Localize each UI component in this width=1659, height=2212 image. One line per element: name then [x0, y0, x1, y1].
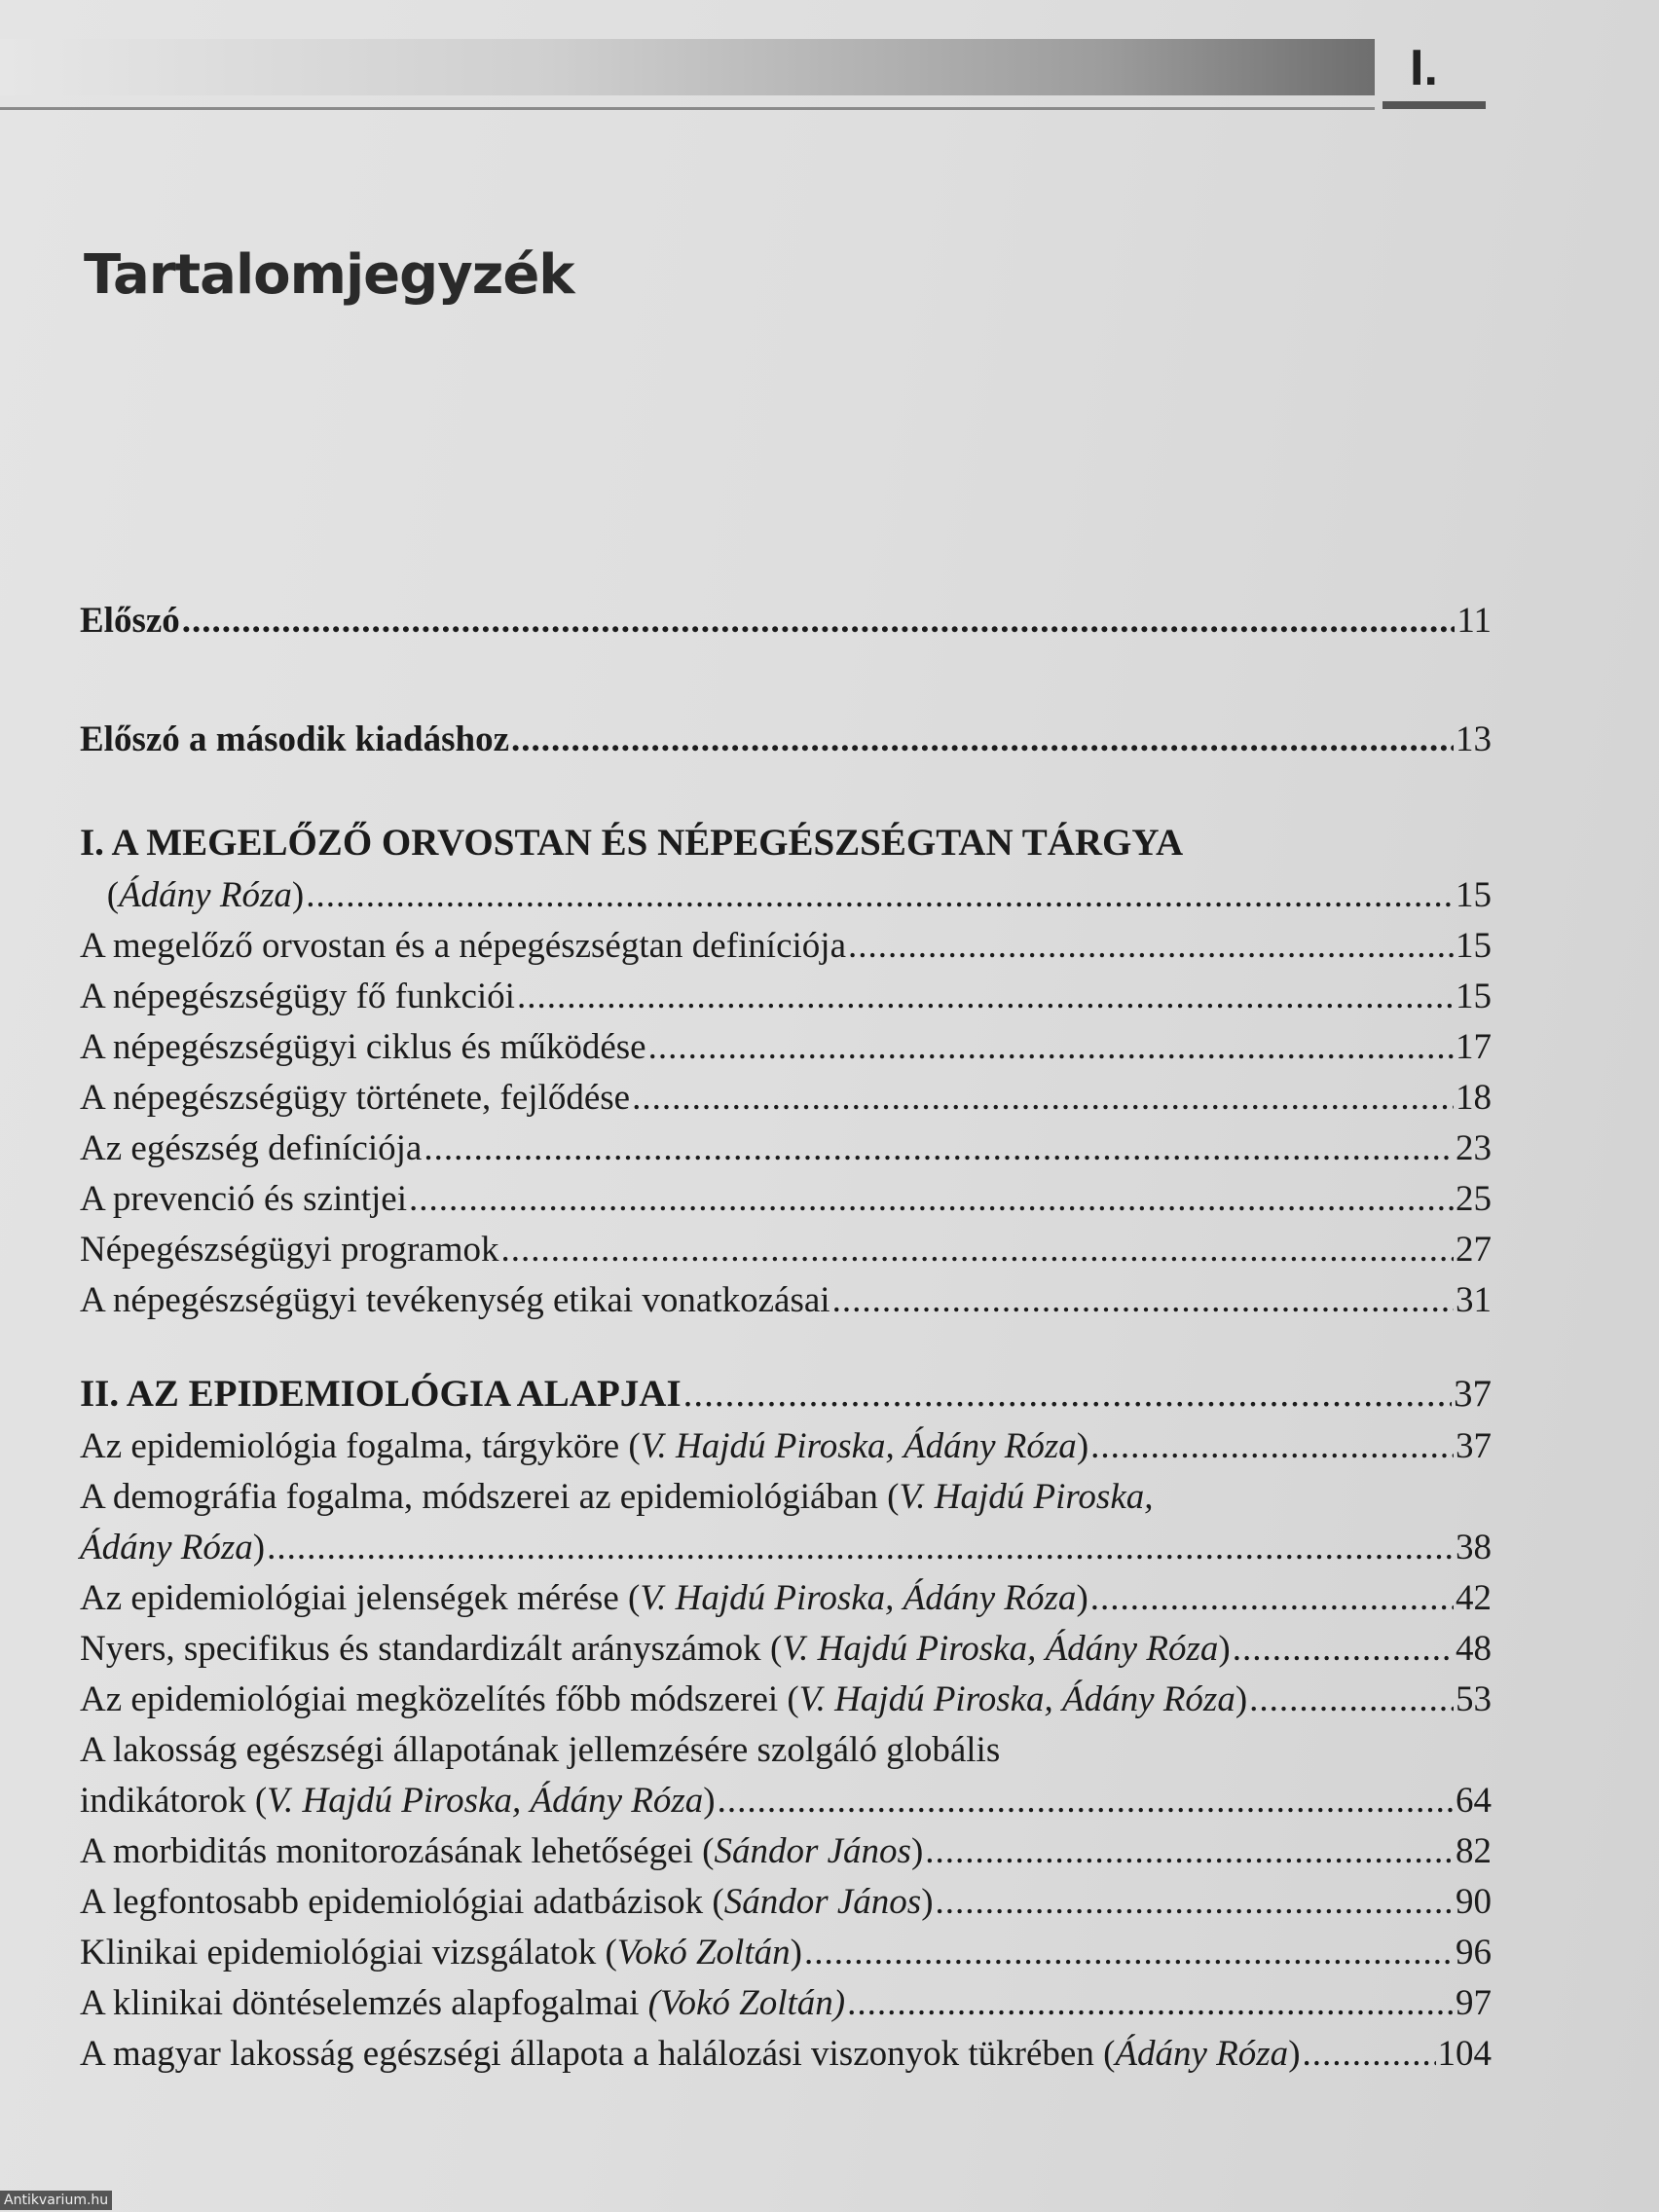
toc-entry: [80, 1877, 1492, 1928]
toc-page-number: 23: [1456, 1128, 1492, 1168]
toc-page-number: 42: [1456, 1578, 1492, 1618]
toc-entry: [80, 1624, 1492, 1675]
toc-entry-title: Az epidemiológiai megközelítés főbb módszerei (V. Hajdú Piroska, Ádány Róza): [80, 1679, 1248, 1719]
toc-page-number: 27: [1456, 1230, 1492, 1270]
toc-page-number: 15: [1456, 926, 1492, 966]
toc-entry-title: A magyar lakosság egészségi állapota a halálozási viszonyok tükrében (Ádány Róza): [80, 2034, 1301, 2074]
toc-entry: [80, 2029, 1492, 2080]
toc-page-number: 31: [1456, 1280, 1492, 1320]
toc-dot-leader: [1249, 1675, 1454, 1725]
toc-entry: [80, 1978, 1492, 2029]
toc-dot-leader: [182, 596, 1456, 646]
toc-entry-title: A prevenció és szintjei: [80, 1179, 407, 1219]
toc-entry-title: Nyers, specifikus és standardizált arányszámok (V. Hajdú Piroska, Ádány Róza): [80, 1629, 1231, 1669]
toc-section-title: II. AZ EPIDEMIOLÓGIA ALAPJAI: [80, 1373, 682, 1415]
toc-entry-second-edition-foreword: [80, 715, 1492, 765]
toc-dot-leader: [1090, 1573, 1454, 1624]
toc-page-number: 25: [1456, 1179, 1492, 1219]
toc-dot-leader: [1303, 2029, 1436, 2080]
toc-dot-leader: [648, 1022, 1454, 1073]
toc-entry: [80, 870, 1492, 921]
toc-entry-title: A népegészségügy fő funkciói: [80, 977, 515, 1016]
toc-entry-title: A morbiditás monitorozásának lehetőségei (Sándor János): [80, 1831, 924, 1871]
toc-dot-leader: [424, 1124, 1454, 1174]
watermark: Antikvarium.hu: [0, 2191, 112, 2210]
toc-entry: [80, 1124, 1492, 1174]
toc-page-number: 104: [1437, 2034, 1492, 2074]
toc-dot-leader: [848, 921, 1454, 972]
toc-entry: [80, 1573, 1492, 1624]
toc-entry-title: A megelőző orvostan és a népegészségtan definíciója: [80, 926, 846, 966]
toc-entry-title: A klinikai döntéselemzés alapfogalmai (Vokó Zoltán): [80, 1983, 846, 2023]
toc-dot-leader: [511, 715, 1454, 765]
toc-entry: [80, 1225, 1492, 1275]
toc-page-number: 37: [1454, 1373, 1492, 1415]
toc-dot-leader: [804, 1928, 1454, 1978]
toc-entry-title: A legfontosabb epidemiológiai adatbázisok (Sándor János): [80, 1882, 934, 1922]
toc-dot-leader: [632, 1073, 1454, 1124]
toc-entry: [80, 1174, 1492, 1225]
table-of-contents: [80, 596, 1492, 2080]
toc-page-number: 97: [1456, 1983, 1492, 2023]
toc-page-number: 15: [1456, 875, 1492, 915]
toc-entry-title: Előszó a második kiadáshoz: [80, 719, 510, 759]
toc-page-number: 64: [1456, 1781, 1492, 1821]
toc-entry-author: (Ádány Róza): [80, 875, 305, 915]
toc-page-number: 48: [1456, 1629, 1492, 1669]
toc-dot-leader: [1233, 1624, 1454, 1675]
header-rule: [0, 107, 1375, 110]
toc-entry: [80, 1022, 1492, 1073]
toc-dot-leader: [832, 1275, 1454, 1326]
toc-entry: [80, 1928, 1492, 1978]
toc-page-number: 37: [1456, 1426, 1492, 1466]
toc-entry-title: A népegészségügyi tevékenység etikai vonatkozásai: [80, 1280, 830, 1320]
toc-dot-leader: [501, 1225, 1454, 1275]
toc-page-number: 96: [1456, 1933, 1492, 1972]
page-title: Tartalomjegyzék: [84, 243, 574, 307]
toc-entry: [80, 1675, 1492, 1725]
toc-entry: [80, 1421, 1492, 1472]
toc-entry-title: A demográfia fogalma, módszerei az epidemiológiában (V. Hajdú Piroska,: [80, 1477, 1154, 1517]
toc-dot-leader: [267, 1523, 1454, 1573]
toc-entry: [80, 1073, 1492, 1124]
toc-dot-leader: [847, 1978, 1454, 2029]
toc-entry-title: A lakosság egészségi állapotának jellemzésére szolgáló globális: [80, 1730, 1001, 1770]
toc-page-number: 18: [1456, 1078, 1492, 1118]
chapter-number: I.: [1410, 40, 1438, 96]
toc-dot-leader: [925, 1826, 1454, 1877]
toc-entry-author: Ádány Róza): [80, 1528, 266, 1567]
toc-page-number: 38: [1456, 1528, 1492, 1567]
toc-entry-title: indikátorok (V. Hajdú Piroska, Ádány Róza): [80, 1781, 716, 1821]
toc-entry-title: Klinikai epidemiológiai vizsgálatok (Vokó Zoltán): [80, 1933, 802, 1972]
toc-dot-leader: [409, 1174, 1454, 1225]
toc-entry-title: Az egészség definíciója: [80, 1128, 423, 1168]
toc-entry: [80, 1523, 1492, 1573]
toc-page-number: 13: [1456, 719, 1492, 759]
toc-page-number: 15: [1456, 977, 1492, 1016]
toc-dot-leader: [936, 1877, 1454, 1928]
toc-entry: [80, 921, 1492, 972]
header-bar: [0, 39, 1375, 95]
toc-dot-leader: [718, 1776, 1454, 1826]
toc-page-number: 82: [1456, 1831, 1492, 1871]
toc-entry-title: Az epidemiológia fogalma, tárgyköre (V. Hajdú Piroska, Ádány Róza): [80, 1426, 1089, 1466]
toc-section-heading-1: I. A MEGELŐZŐ ORVOSTAN ÉS NÉPEGÉSZSÉGTAN TÁRGYA: [80, 822, 1184, 864]
toc-dot-leader: [1090, 1421, 1454, 1472]
toc-page-number: 90: [1456, 1882, 1492, 1922]
toc-dot-leader: [517, 972, 1454, 1022]
chapter-underline: [1382, 101, 1486, 109]
toc-page-number: 17: [1456, 1027, 1492, 1067]
toc-section-heading-2: [80, 1367, 1492, 1421]
toc-entry: [80, 1826, 1492, 1877]
toc-entry: [80, 1275, 1492, 1326]
toc-page-number: 11: [1456, 601, 1492, 641]
toc-entry-title: A népegészségügyi ciklus és működése: [80, 1027, 646, 1067]
toc-entry-foreword: [80, 596, 1492, 646]
toc-entry-title: Előszó: [80, 601, 180, 641]
toc-entry-title: A népegészségügy története, fejlődése: [80, 1078, 631, 1118]
toc-page-number: 53: [1456, 1679, 1492, 1719]
toc-dot-leader: [683, 1367, 1452, 1421]
toc-entry-title: Népegészségügyi programok: [80, 1230, 499, 1270]
toc-entry-title: Az epidemiológiai jelenségek mérése (V. Hajdú Piroska, Ádány Róza): [80, 1578, 1088, 1618]
toc-entry: [80, 972, 1492, 1022]
toc-entry: [80, 1776, 1492, 1826]
toc-dot-leader: [306, 870, 1454, 921]
